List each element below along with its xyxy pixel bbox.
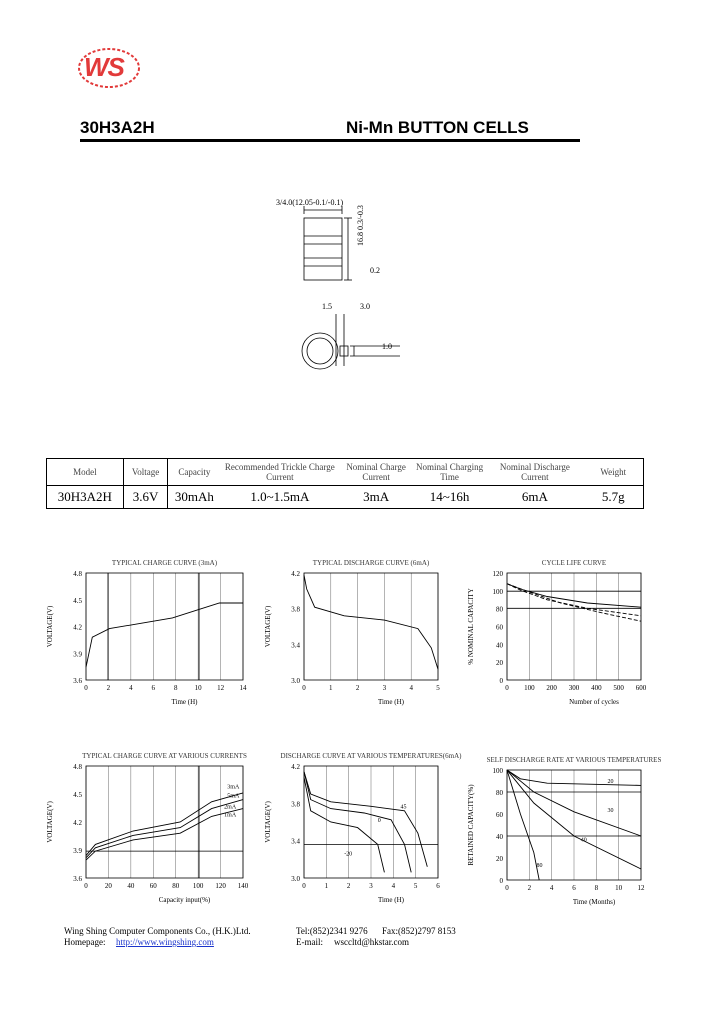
c4-xtick: 20 [104, 882, 112, 890]
c3-xtick: 400 [591, 684, 602, 692]
c4-xtick: 80 [172, 882, 180, 890]
c1-xtick: 14 [239, 684, 247, 692]
c4-title: TYPICAL CHARGE CURVE AT VARIOUS CURRENTS [82, 752, 247, 760]
c2-ytick: 3.0 [291, 677, 300, 685]
c1-xtick: 12 [217, 684, 225, 692]
c6-curve-label: 80 [536, 862, 543, 869]
spec-value: 3.6V [123, 486, 168, 509]
c1-xtick: 4 [129, 684, 133, 692]
spec-header-row [47, 459, 644, 486]
c4-curve [86, 793, 243, 856]
heading-rule [80, 139, 580, 142]
spec-value: 14~16h [429, 489, 470, 504]
c6-curve-label: 40 [580, 837, 587, 844]
c4-xlabel: Capacity input(%) [158, 896, 211, 904]
c1-ylabel: VOLTAGE(V) [46, 605, 54, 648]
c2-xtick: 5 [436, 684, 440, 692]
c6-curve-label: 30 [607, 807, 614, 814]
spec-table [46, 458, 644, 509]
c4-frame [86, 766, 243, 878]
c1-xtick: 10 [194, 684, 202, 692]
c4-ytick: 3.9 [73, 847, 82, 855]
c2-frame [304, 573, 438, 680]
c3-title: CYCLE LIFE CURVE [541, 559, 607, 567]
c5-xtick: 1 [324, 882, 329, 890]
c2-title: TYPICAL DISCHARGE CURVE (6mA) [312, 559, 430, 567]
c1-xtick: 2 [106, 684, 111, 692]
dim-height: 16.8 0.3/-0.3 [356, 205, 365, 246]
spec-value: 6mA [521, 489, 548, 504]
dim-diameter: 3/4.0(12.05-0.1/-0.1) [276, 198, 344, 207]
c6-xtick: 8 [594, 884, 599, 892]
spec-header: Capacity [178, 467, 211, 477]
c2-ytick: 4.2 [291, 570, 300, 578]
spec-value: 30H3A2H [47, 486, 124, 509]
c5-xtick: 2 [346, 882, 351, 890]
c5-ylabel: VOLTAGE(V) [264, 801, 272, 843]
c1-xtick: 0 [84, 684, 88, 692]
c4-ytick: 4.5 [73, 791, 82, 799]
c2-xtick: 1 [329, 684, 333, 692]
dim-left: 1.5 [322, 302, 332, 311]
c4-ylabel: VOLTAGE(V) [46, 801, 54, 843]
c5-chart [258, 742, 462, 921]
c6-ytick: 0 [499, 877, 503, 885]
c3-xtick: 300 [568, 684, 580, 692]
c2-ylabel: VOLTAGE(V) [264, 605, 272, 648]
spec-value: 30mAh [174, 489, 214, 504]
c6-xtick: 4 [549, 884, 554, 892]
c3-xtick: 200 [546, 684, 557, 692]
c6-xtick: 0 [505, 884, 509, 892]
c1-chart [40, 549, 267, 723]
spec-value-row [47, 486, 644, 509]
c5-ytick: 3.8 [291, 800, 300, 809]
dim-small: 0.2 [370, 266, 380, 275]
c1-ytick: 4.5 [73, 596, 82, 605]
c3-ylabel: % NOMINAL CAPACITY [467, 588, 475, 665]
c1-xlabel: Time (H) [171, 698, 198, 706]
c1-svg [40, 549, 267, 718]
c6-ytick: 100 [492, 767, 503, 775]
c2-ytick: 3.8 [291, 605, 300, 614]
c6-xtick: 2 [527, 884, 532, 892]
c4-xtick: 100 [192, 882, 204, 890]
c1-ytick: 3.6 [73, 677, 82, 685]
c3-svg [461, 549, 665, 718]
c3-ytick: 20 [496, 659, 503, 668]
c6-xtick: 10 [615, 884, 623, 892]
c2-svg [258, 549, 462, 718]
c1-ytick: 4.2 [73, 623, 82, 632]
footer-tel: Tel:(852)2341 9276 [296, 926, 368, 936]
footer-homepage-label: Homepage: [64, 937, 106, 947]
spec-header: Voltage [123, 459, 168, 486]
c4-curve [86, 809, 243, 861]
dim-right: 3.0 [360, 302, 370, 311]
c5-title: DISCHARGE CURVE AT VARIOUS TEMPERATURES(6mA) [280, 752, 462, 760]
spec-value: 5.7g [601, 489, 625, 504]
spec-header: Nominal Charge Current [346, 462, 406, 482]
spec-header: Recommended Trickle Charge Current [224, 462, 335, 482]
spec-value: 1.0~1.5mA [250, 489, 310, 504]
c6-xlabel: Time (Months) [572, 898, 616, 906]
c4-curve-label: 1mA [224, 812, 237, 819]
c2-ytick: 3.4 [291, 641, 300, 650]
spec-value: 3mA [363, 489, 390, 504]
c1-ytick: 4.8 [73, 570, 82, 578]
c3-xtick: 0 [505, 684, 509, 692]
c6-ytick: 80 [496, 789, 503, 797]
c5-xtick: 6 [436, 882, 440, 890]
c5-curve [304, 772, 411, 873]
c6-ytick: 40 [496, 833, 503, 841]
footer-company: Wing Shing Computer Components Co., (H.K.)Ltd. [64, 926, 251, 936]
c5-ytick: 4.2 [291, 763, 300, 771]
c5-curve [304, 772, 427, 867]
c4-ytick: 3.6 [73, 875, 82, 883]
c4-curve-label: 2mA [224, 804, 237, 811]
c5-xtick: 5 [413, 882, 418, 890]
dim-pin: 1.0 [382, 342, 392, 351]
c3-ytick: 60 [496, 623, 503, 632]
c5-curve-label: -20 [344, 851, 353, 858]
c5-xlabel: Time (H) [378, 896, 404, 904]
c5-svg [258, 742, 462, 916]
page-title: Ni-Mn BUTTON CELLS [346, 118, 529, 137]
c6-curve-label: 20 [607, 779, 614, 786]
company-logo [76, 46, 144, 90]
c6-ylabel: RETAINED CAPACITY(%) [467, 784, 475, 866]
c4-curve [86, 800, 243, 858]
c2-xtick: 3 [382, 684, 387, 692]
spec-header: Nominal Charging Time [416, 462, 484, 482]
c3-ytick: 100 [492, 587, 503, 596]
email-link[interactable]: wsccltd@hkstar.com [334, 937, 410, 947]
c4-xtick: 120 [215, 882, 226, 890]
c4-ytick: 4.2 [73, 819, 82, 827]
c6-ytick: 60 [496, 811, 503, 819]
c1-xtick: 6 [151, 684, 156, 692]
c6-xtick: 6 [572, 884, 576, 892]
c6-xtick: 12 [637, 884, 645, 892]
c3-chart [461, 549, 665, 723]
c3-xlabel: Number of cycles [569, 698, 619, 706]
c4-curve-label: 3mA [227, 784, 240, 791]
c2-curve [304, 575, 438, 669]
c6-svg [461, 746, 665, 918]
c5-curve [304, 777, 384, 872]
c1-curve [86, 603, 243, 667]
c1-xtick: 8 [173, 684, 178, 692]
c5-curve-label: 45 [400, 804, 407, 811]
spec-header: Nominal Discharge Current [499, 462, 570, 482]
c3-ytick: 80 [496, 605, 503, 614]
cell-drawing [270, 196, 410, 386]
c3-ytick: 0 [499, 677, 503, 685]
c5-curve-label: 0 [377, 818, 381, 824]
c2-chart [258, 549, 462, 723]
c4-xtick: 140 [237, 882, 249, 890]
c6-chart [461, 746, 665, 923]
c4-curve-label: 5mA [227, 793, 240, 800]
model-heading: 30H3A2H [80, 118, 155, 137]
c4-xtick: 0 [84, 882, 88, 890]
footer-email-label: E-mail: [296, 937, 323, 947]
c3-xtick: 100 [524, 684, 535, 692]
c5-xtick: 4 [391, 882, 396, 890]
c6-ytick: 20 [496, 855, 503, 863]
c3-xtick: 500 [613, 684, 624, 692]
c1-frame [86, 573, 243, 680]
c4-svg [40, 742, 267, 916]
c4-xtick: 40 [127, 882, 135, 890]
c2-xtick: 2 [355, 684, 360, 692]
c2-xtick: 0 [302, 684, 306, 692]
spec-header: Model [47, 459, 124, 486]
c2-xtick: 4 [409, 684, 413, 692]
c4-chart [40, 742, 267, 921]
c5-ytick: 3.0 [291, 875, 300, 883]
c6-curve [507, 770, 539, 880]
homepage-link[interactable]: http://www.wingshing.com [116, 937, 214, 947]
c2-xlabel: Time (H) [378, 698, 404, 706]
c3-ytick: 40 [496, 641, 503, 650]
c6-title: SELF DISCHARGE RATE AT VARIOUS TEMPERATURES [486, 756, 662, 764]
footer-fax: Fax:(852)2797 8153 [382, 926, 456, 936]
c1-ytick: 3.9 [73, 650, 82, 659]
c5-xtick: 0 [302, 882, 306, 890]
c4-xtick: 60 [149, 882, 157, 890]
c1-title: TYPICAL CHARGE CURVE (3mA) [111, 559, 218, 567]
logo-text: WS [84, 52, 124, 82]
c4-ytick: 4.8 [73, 763, 82, 771]
c5-xtick: 3 [369, 882, 373, 890]
c3-xtick: 600 [635, 684, 647, 692]
c3-ytick: 120 [492, 570, 503, 578]
c5-ytick: 3.4 [291, 837, 300, 846]
spec-header: Weight [600, 467, 627, 477]
